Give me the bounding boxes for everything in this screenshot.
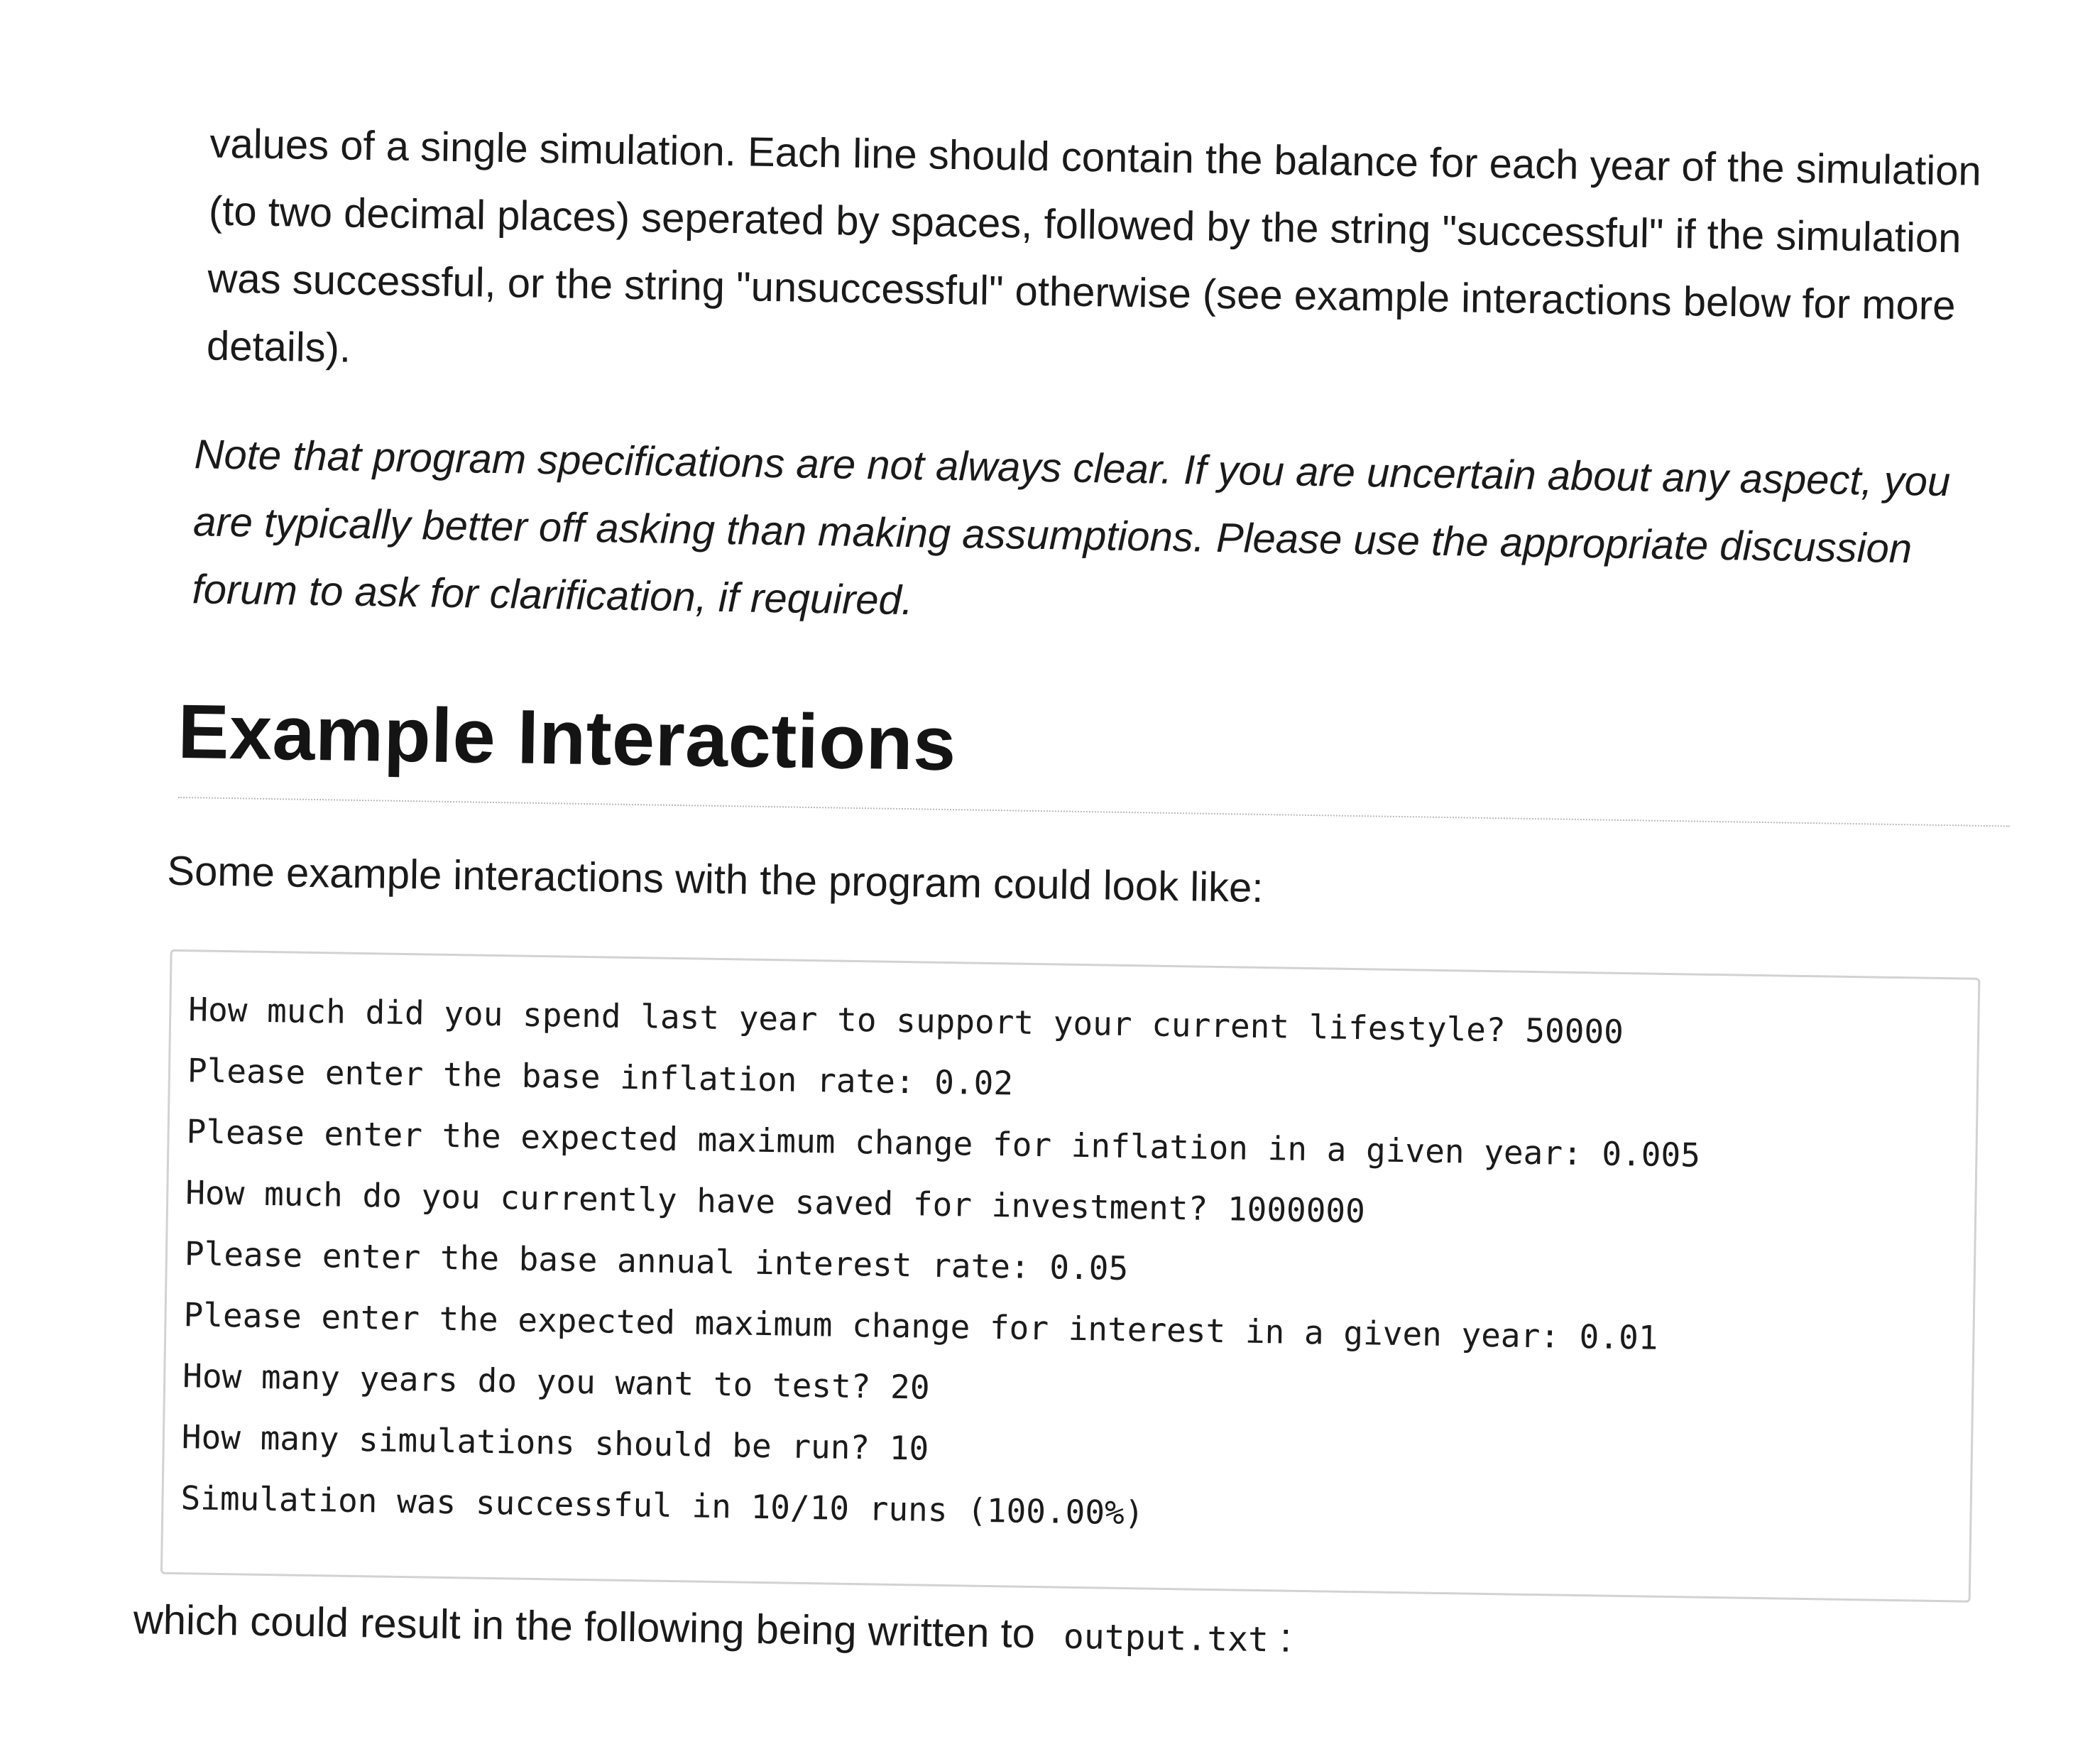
note-paragraph: Note that program specifications are not always clear. If you are uncertain about any aspect, you are typically better off asking than making assumptions. Please use the appropriate discussion forum to ask for clarification, if required. — [192, 431, 1951, 624]
heading-divider — [178, 797, 2010, 827]
output-sentence-text: which could result in the following being written to — [133, 1596, 1036, 1657]
section-heading: Example Interactions — [177, 687, 957, 787]
example-intro-text: Some example interactions with the program could look like: — [166, 847, 1264, 911]
output-sentence-suffix: : — [1279, 1614, 1292, 1661]
code-line: How many simulations should be run? 10 — [181, 1417, 929, 1468]
code-line: How much did you spend last year to support your current lifestyle? 50000 — [187, 990, 1624, 1051]
code-line: Please enter the expected maximum change for interest in a given year: 0.01 — [183, 1295, 1658, 1357]
output-sentence — [133, 1591, 1292, 1669]
code-block — [160, 949, 1981, 1603]
code-line: Please enter the base inflation rate: 0.02 — [187, 1051, 1014, 1103]
code-line: Please enter the base annual interest rate: 0.05 — [184, 1234, 1129, 1288]
code-line: How many years do you want to test? 20 — [182, 1356, 930, 1407]
code-line: Simulation was successful in 10/10 runs (100.00%) — [180, 1479, 1144, 1532]
output-filename: output.txt — [1063, 1616, 1269, 1660]
intro-paragraph: values of a single simulation. Each line should contain the balance for each year of the simulation (to two decimal places) seperated by spaces, followed by the string "successful" if the simulation was successful, or the string "unsuccessful" otherwise (see example interactions below for more details). — [206, 120, 1982, 371]
code-line: Please enter the expected maximum change for inflation in a given year: 0.005 — [186, 1112, 1701, 1175]
code-line: How much do you currently have saved for investment? 1000000 — [185, 1173, 1366, 1231]
